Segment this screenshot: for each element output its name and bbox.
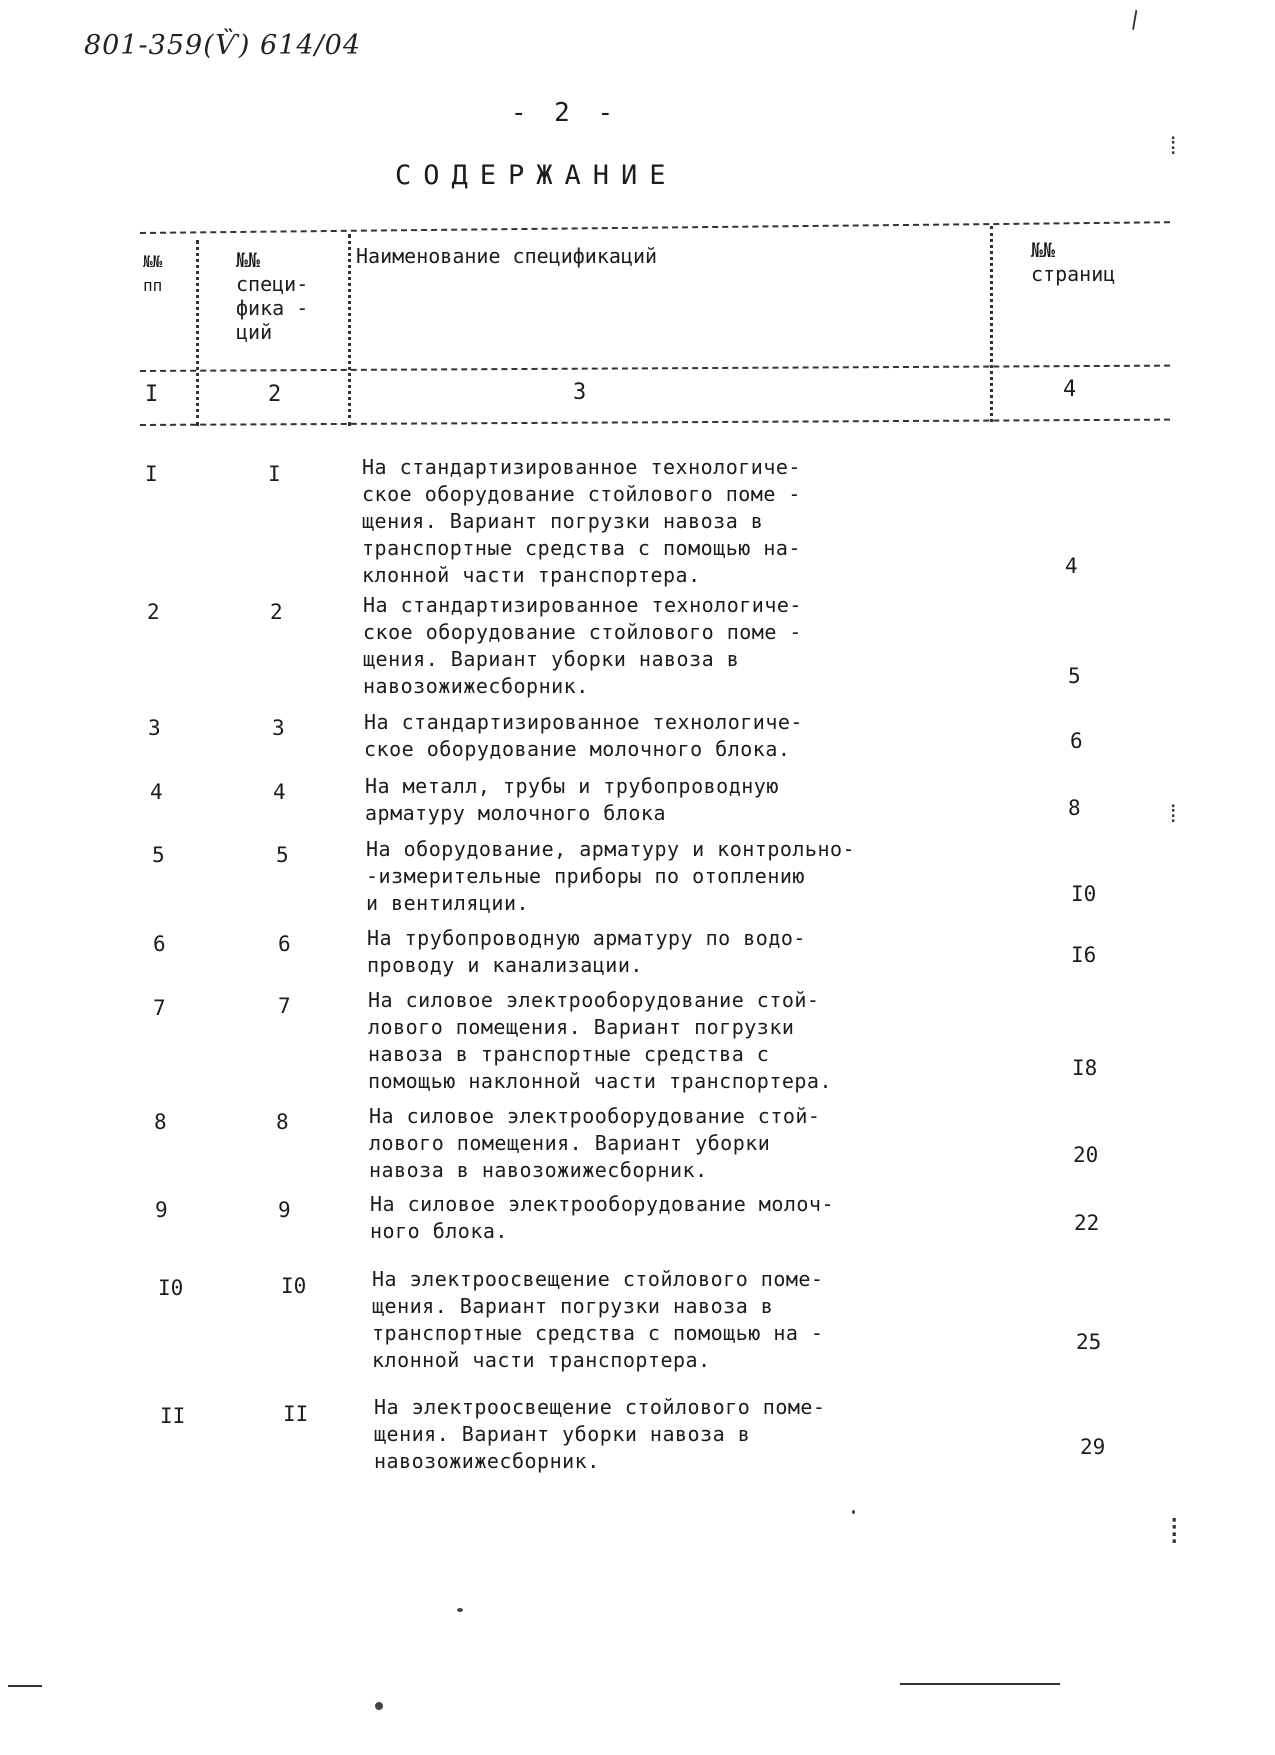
handwritten-code: 801-359(Ѷ) 614/04 — [84, 30, 362, 61]
row-7-line-3: навоза в транспортные средства с — [368, 1042, 770, 1066]
row-6-num: 6 — [153, 932, 166, 956]
scan-mark-right-middle: ⁞ — [1166, 800, 1181, 828]
row-4-line-1: На металл, трубы и трубопроводную — [365, 774, 779, 798]
scan-mark-right: ⁞ — [1166, 132, 1181, 160]
row-4-num: 4 — [150, 780, 163, 804]
row-7-page: I8 — [1072, 1056, 1098, 1080]
row-6-page: I6 — [1071, 943, 1097, 967]
column-divider-2 — [348, 234, 351, 426]
scan-bottom-left-rule — [8, 1685, 42, 1687]
row-1-line-4: транспортные средства с помощью на- — [362, 536, 801, 560]
column-number-1: I — [145, 382, 159, 407]
column-header-spec: №№ специ- фика - ций — [236, 248, 309, 344]
row-2-line-1: На стандартизированное технологиче- — [363, 593, 802, 617]
table-number-rule — [140, 419, 1170, 426]
row-3-page: 6 — [1070, 729, 1083, 753]
row-10-line-1: На электроосвещение стойлового поме- — [372, 1267, 824, 1291]
row-5-line-2: -измерительные приборы по отоплению — [366, 864, 805, 888]
row-7-line-4: помощью наклонной части транспортера. — [368, 1069, 833, 1093]
row-1-page: 4 — [1065, 554, 1078, 578]
row-9-line-2: ного блока. — [370, 1219, 508, 1243]
scan-speck — [375, 1702, 383, 1710]
row-5-line-3: и вентиляции. — [366, 891, 530, 915]
row-11-spec: II — [283, 1402, 309, 1426]
row-6-spec: 6 — [278, 932, 291, 956]
scan-speck — [852, 1510, 855, 1514]
row-1-line-5: клонной части транспортера. — [362, 563, 701, 587]
row-4-spec: 4 — [273, 780, 286, 804]
row-9-num: 9 — [155, 1198, 168, 1222]
row-9-spec: 9 — [278, 1198, 291, 1222]
row-8-line-1: На силовое электрооборудование стой- — [369, 1104, 821, 1128]
row-8-line-2: лового помещения. Вариант уборки — [369, 1131, 771, 1155]
row-2-spec: 2 — [270, 600, 283, 624]
page-number: - 2 - — [510, 98, 620, 128]
row-10-line-3: транспортные средства с помощью на - — [372, 1321, 824, 1345]
row-5-line-1: На оборудование, арматуру и контрольно- — [366, 837, 856, 861]
row-8-spec: 8 — [276, 1110, 289, 1134]
row-1-line-1: На стандартизированное технологиче- — [362, 455, 801, 479]
row-3-line-2: ское оборудование молочного блока. — [364, 737, 791, 761]
row-2-line-2: ское оборудование стойлового поме - — [363, 620, 802, 644]
row-7-spec: 7 — [278, 994, 291, 1018]
scan-mark-right-lower: ⁞ — [1164, 1512, 1185, 1552]
row-10-num: I0 — [158, 1276, 184, 1300]
row-5-spec: 5 — [276, 843, 289, 867]
row-3-spec: 3 — [272, 716, 285, 740]
row-9-line-1: На силовое электрооборудование молоч- — [370, 1192, 835, 1216]
row-2-line-4: навозожижесборник. — [363, 674, 589, 698]
row-7-line-1: На силовое электрооборудование стой- — [368, 988, 820, 1012]
row-8-num: 8 — [154, 1110, 167, 1134]
row-11-line-2: щения. Вариант уборки навоза в — [374, 1422, 751, 1446]
column-header-name: Наименование спецификаций — [356, 244, 658, 268]
row-10-page: 25 — [1076, 1330, 1102, 1354]
column-number-4: 4 — [1063, 377, 1077, 402]
row-2-num: 2 — [147, 600, 160, 624]
scan-mark-top-right: \ — [1122, 6, 1148, 35]
document-title: СОДЕРЖАНИЕ — [395, 160, 678, 191]
row-3-num: 3 — [148, 716, 161, 740]
column-divider-1 — [196, 240, 199, 426]
row-9-page: 22 — [1074, 1211, 1100, 1235]
row-10-line-2: щения. Вариант погрузки навоза в — [372, 1294, 774, 1318]
row-4-page: 8 — [1068, 796, 1081, 820]
row-10-line-4: клонной части транспортера. — [372, 1348, 711, 1372]
row-1-num: I — [145, 462, 158, 486]
row-6-line-1: На трубопроводную арматуру по водо- — [367, 926, 806, 950]
table-header-rule — [140, 365, 1170, 372]
row-1-line-2: ское оборудование стойлового поме - — [362, 482, 801, 506]
table-top-rule — [140, 221, 1170, 234]
column-header-pages: №№ страниц — [1031, 238, 1116, 286]
row-6-line-2: проводу и канализации. — [367, 953, 643, 977]
row-5-num: 5 — [152, 843, 165, 867]
row-1-spec: I — [268, 462, 281, 486]
row-1-line-3: щения. Вариант погрузки навоза в — [362, 509, 764, 533]
row-4-line-2: арматуру молочного блока — [365, 801, 666, 825]
column-divider-3 — [990, 226, 993, 422]
column-number-3: 3 — [573, 380, 587, 405]
row-10-spec: I0 — [281, 1274, 307, 1298]
row-11-num: II — [160, 1404, 186, 1428]
column-number-2: 2 — [268, 382, 282, 407]
scan-speck — [457, 1608, 463, 1612]
row-2-page: 5 — [1068, 664, 1081, 688]
row-11-line-1: На электроосвещение стойлового поме- — [374, 1395, 826, 1419]
row-3-line-1: На стандартизированное технологиче- — [364, 710, 803, 734]
row-5-page: I0 — [1071, 882, 1097, 906]
column-header-num: №№ пп — [143, 252, 163, 295]
scan-bottom-rule — [900, 1683, 1060, 1685]
row-8-line-3: навоза в навозожижесборник. — [369, 1158, 708, 1182]
row-8-page: 20 — [1073, 1143, 1099, 1167]
row-7-line-2: лового помещения. Вариант погрузки — [368, 1015, 795, 1039]
row-11-page: 29 — [1080, 1435, 1106, 1459]
row-7-num: 7 — [153, 996, 166, 1020]
row-11-line-3: навозожижесборник. — [374, 1449, 600, 1473]
row-2-line-3: щения. Вариант уборки навоза в — [363, 647, 740, 671]
